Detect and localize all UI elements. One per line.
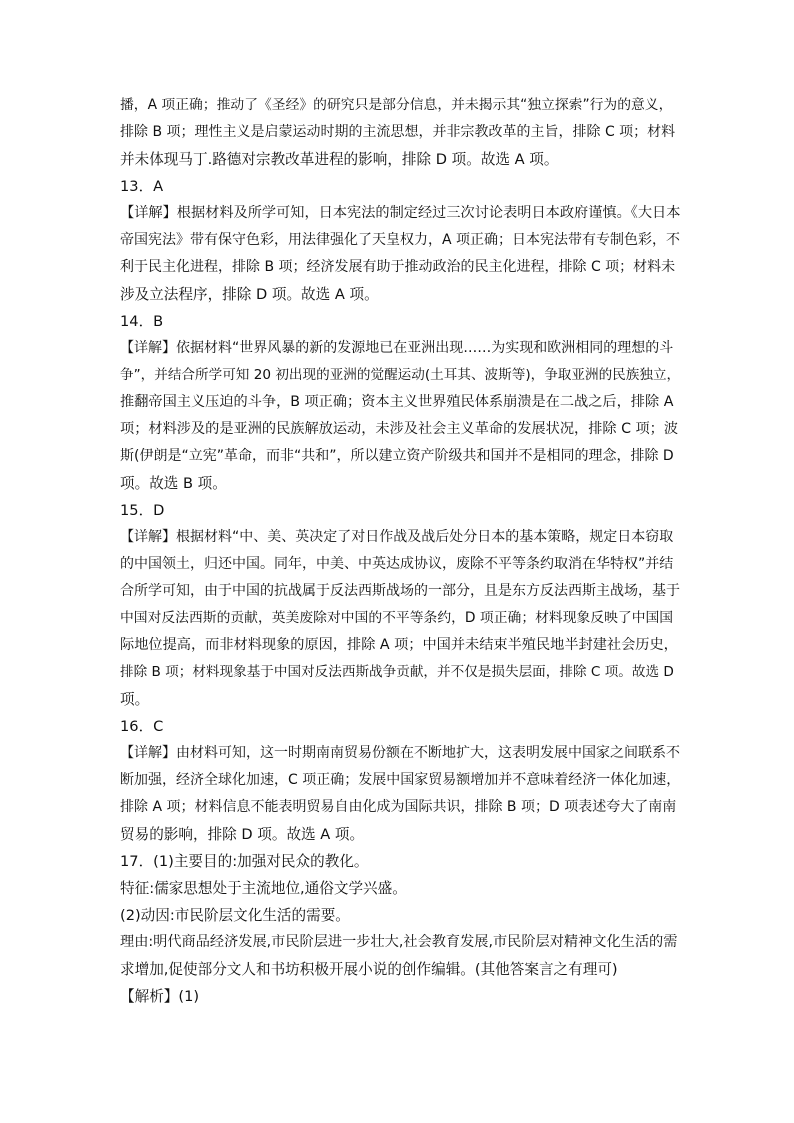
text-line: 【详解】依据材料“世界风暴的新的发源地已在亚洲出现……为实现和欧洲相同的理想的斗 bbox=[120, 340, 674, 356]
text-line: 斯(伊朗是“立宪”革命，而非“共和”，所以建立资产阶级共和国并不是相同的理念，排除 D bbox=[120, 448, 674, 464]
question-14-answer: 14．B bbox=[120, 313, 164, 330]
text-line: 排除 A 项；材料信息不能表明贸易自由化成为国际共识，排除 B 项；D 项表述夸大了南南 bbox=[120, 799, 677, 815]
text-line: 争”，并结合所学可知 20 初出现的亚洲的觉醒运动(土耳其、波斯等)，争取亚洲的民族独立， bbox=[120, 367, 681, 383]
answer-explanation-page bbox=[120, 92, 680, 1010]
text-line: 项。故选 B 项。 bbox=[120, 475, 227, 492]
question-17-answer: 17．(1)主要目的:加强对民众的教化。 bbox=[120, 853, 369, 870]
text-line: 理由:明代商品经济发展,市民阶层进一步壮大,社会教育发展,市民阶层对精神文化生活的需 bbox=[120, 934, 678, 950]
text-line: 中国对反法西斯的贡献，英美废除对中国的不平等条约，D 项正确；材料现象反映了中国国 bbox=[120, 610, 674, 626]
text-line: 求增加,促使部分文人和书坊积极开展小说的创作编辑。(其他答案言之有理可) bbox=[120, 961, 618, 978]
text-line: 际地位提高，而非材料现象的原因，排除 A 项；中国并未结束半殖民地半封建社会历史， bbox=[120, 637, 678, 653]
question-16-answer: 16．C bbox=[120, 718, 164, 735]
text-line: 排除 B 项；材料现象基于中国对反法西斯战争贡献，并不仅是损失层面，排除 C 项。故选 D bbox=[120, 664, 674, 680]
text-line: 【详解】由材料可知，这一时期南南贸易份额在不断地扩大，这表明发展中国家之间联系不 bbox=[120, 745, 680, 761]
question-13-answer: 13．A bbox=[120, 178, 164, 195]
text-line: 项。 bbox=[120, 691, 150, 708]
text-line: 并未体现马丁.路德对宗教改革进程的影响，排除 D 项。故选 A 项。 bbox=[120, 151, 559, 168]
text-line: (2)动因:市民阶层文化生活的需要。 bbox=[120, 907, 350, 924]
question-15-answer: 15．D bbox=[120, 502, 165, 519]
text-line: 利于民主化进程，排除 B 项；经济发展有助于推动政治的民主化进程，排除 C 项；材料未 bbox=[120, 259, 676, 275]
text-line: 特征:儒家思想处于主流地位,通俗文学兴盛。 bbox=[120, 880, 407, 897]
text-line: 贸易的影响，排除 D 项。故选 A 项。 bbox=[120, 826, 365, 843]
text-line: 播，A 项正确；推动了《圣经》的研究只是部分信息，并未揭示其“独立探索”行为的意义， bbox=[120, 97, 673, 113]
text-line: 排除 B 项；理性主义是启蒙运动时期的主流思想，并非宗教改革的主旨，排除 C 项；材料 bbox=[120, 124, 676, 140]
text-line: 合所学可知，由于中国的抗战属于反法西斯战场的一部分，且是东方反法西斯主战场，基于 bbox=[120, 583, 680, 599]
text-line: 推翻帝国主义压迫的斗争，B 项正确；资本主义世界殖民体系崩溃是在二战之后，排除 A bbox=[120, 394, 674, 410]
text-line: 帝国宪法》带有保守色彩，用法律强化了天皇权力，A 项正确；日本宪法带有专制色彩，不 bbox=[120, 232, 681, 248]
text-line: 涉及立法程序，排除 D 项。故选 A 项。 bbox=[120, 286, 379, 303]
analysis-heading: 【解析】(1) bbox=[120, 988, 200, 1005]
text-line: 断加强，经济全球化加速，C 项正确；发展中国家贸易额增加并不意味着经济一体化加速， bbox=[120, 772, 681, 788]
text-line: 【详解】根据材料“中、美、英决定了对日作战及战后处分日本的基本策略，规定日本窃取 bbox=[120, 529, 674, 545]
text-line: 的中国领土，归还中国。同年，中美、中英达成协议，废除不平等条约取消在华特权”并结 bbox=[120, 556, 674, 572]
text-line: 项；材料涉及的是亚洲的民族解放运动，未涉及社会主义革命的发展状况，排除 C 项；波 bbox=[120, 421, 679, 437]
text-line: 【详解】根据材料及所学可知，日本宪法的制定经过三次讨论表明日本政府谨慎。《大日本 bbox=[120, 205, 681, 221]
